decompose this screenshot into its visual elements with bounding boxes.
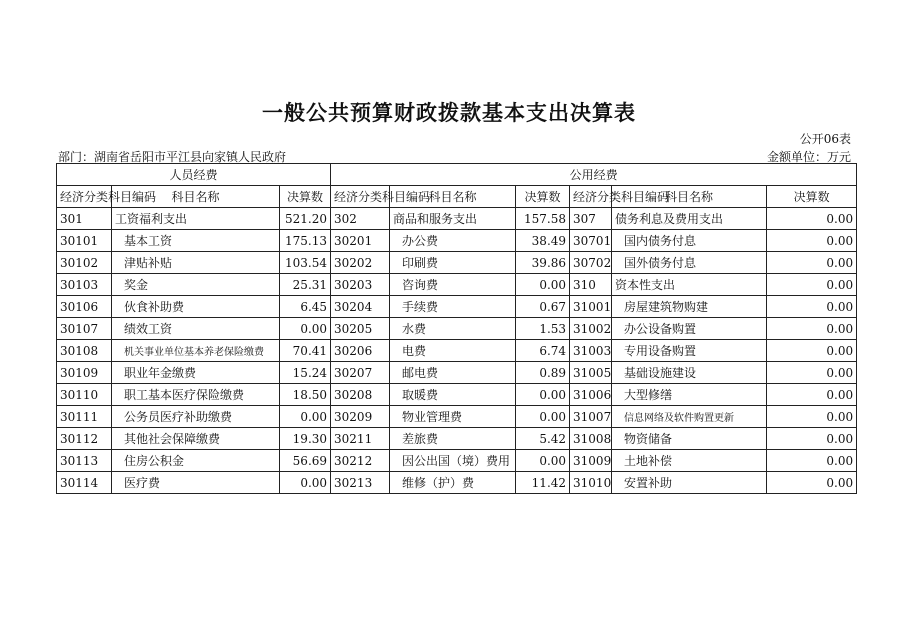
cell-name-1: 其他社会保障缴费 — [112, 428, 280, 450]
table-row — [57, 450, 857, 472]
cell-name-3: 信息网络及软件购置更新 — [612, 406, 767, 428]
cell-name-2: 办公费 — [390, 230, 516, 252]
cell-amount-3: 0.00 — [767, 362, 857, 384]
cell-code-3: 30701 — [570, 230, 612, 252]
cell-amount-2: 39.86 — [516, 252, 570, 274]
cell-name-3: 资本性支出 — [612, 274, 767, 296]
cell-name-1: 基本工资 — [112, 230, 280, 252]
cell-amount-3: 0.00 — [767, 208, 857, 230]
cell-name-3: 国外债务付息 — [612, 252, 767, 274]
cell-code-2: 30202 — [331, 252, 390, 274]
cell-amount-2: 0.00 — [516, 406, 570, 428]
cell-code-2: 30203 — [331, 274, 390, 296]
cell-name-1: 奖金 — [112, 274, 280, 296]
cell-code-1: 30106 — [57, 296, 112, 318]
cell-name-3: 土地补偿 — [612, 450, 767, 472]
cell-amount-1: 56.69 — [280, 450, 331, 472]
cell-name-2: 维修（护）费 — [390, 472, 516, 494]
cell-code-1: 30110 — [57, 384, 112, 406]
table-row — [57, 384, 857, 406]
cell-code-1: 30108 — [57, 340, 112, 362]
cell-name-1: 工资福利支出 — [112, 208, 280, 230]
cell-amount-2: 157.58 — [516, 208, 570, 230]
col-header-name-1: 科目名称 — [112, 186, 280, 208]
cell-code-1: 30101 — [57, 230, 112, 252]
cell-amount-2: 0.67 — [516, 296, 570, 318]
cell-name-2: 物业管理费 — [390, 406, 516, 428]
table-row — [57, 428, 857, 450]
cell-amount-1: 521.20 — [280, 208, 331, 230]
cell-code-1: 30109 — [57, 362, 112, 384]
cell-amount-1: 25.31 — [280, 274, 331, 296]
cell-amount-3: 0.00 — [767, 318, 857, 340]
col-header-code-2: 经济分类科目编码 — [331, 186, 390, 208]
cell-name-2: 电费 — [390, 340, 516, 362]
cell-amount-1: 15.24 — [280, 362, 331, 384]
cell-code-3: 31003 — [570, 340, 612, 362]
cell-code-3: 310 — [570, 274, 612, 296]
table-row — [57, 252, 857, 274]
cell-amount-1: 103.54 — [280, 252, 331, 274]
cell-code-2: 30207 — [331, 362, 390, 384]
table-row — [57, 296, 857, 318]
cell-code-3: 31001 — [570, 296, 612, 318]
cell-amount-3: 0.00 — [767, 230, 857, 252]
cell-amount-2: 0.00 — [516, 450, 570, 472]
cell-name-2: 水费 — [390, 318, 516, 340]
cell-amount-2: 1.53 — [516, 318, 570, 340]
cell-amount-3: 0.00 — [767, 472, 857, 494]
cell-code-1: 30107 — [57, 318, 112, 340]
column-header-row — [57, 186, 857, 208]
cell-amount-2: 0.89 — [516, 362, 570, 384]
expenditure-table — [56, 163, 857, 494]
col-header-amount-3: 决算数 — [767, 186, 857, 208]
cell-code-2: 30212 — [331, 450, 390, 472]
col-header-amount-1: 决算数 — [280, 186, 331, 208]
cell-name-2: 因公出国（境）费用 — [390, 450, 516, 472]
col-header-code-3: 经济分类科目编码 — [570, 186, 612, 208]
cell-code-1: 30113 — [57, 450, 112, 472]
cell-code-2: 30205 — [331, 318, 390, 340]
col-header-code-1: 经济分类科目编码 — [57, 186, 112, 208]
cell-amount-3: 0.00 — [767, 340, 857, 362]
group-header-row — [57, 164, 857, 186]
cell-name-3: 办公设备购置 — [612, 318, 767, 340]
cell-amount-1: 175.13 — [280, 230, 331, 252]
cell-amount-1: 6.45 — [280, 296, 331, 318]
cell-name-1: 绩效工资 — [112, 318, 280, 340]
cell-code-2: 30206 — [331, 340, 390, 362]
cell-amount-2: 5.42 — [516, 428, 570, 450]
table-row — [57, 472, 857, 494]
cell-name-3: 房屋建筑物购建 — [612, 296, 767, 318]
group-personnel: 人员经费 — [57, 164, 331, 186]
cell-name-3: 债务利息及费用支出 — [612, 208, 767, 230]
form-number: 公开06表 — [799, 132, 851, 146]
cell-amount-1: 18.50 — [280, 384, 331, 406]
table-row — [57, 208, 857, 230]
amount-unit-label: 金额单位：万元 — [766, 150, 851, 164]
department-label: 部门：湖南省岳阳市平江县向家镇人民政府 — [58, 150, 287, 164]
cell-code-1: 301 — [57, 208, 112, 230]
cell-amount-1: 0.00 — [280, 318, 331, 340]
cell-code-2: 30211 — [331, 428, 390, 450]
cell-code-1: 30103 — [57, 274, 112, 296]
cell-name-2: 印刷费 — [390, 252, 516, 274]
cell-name-1: 津贴补贴 — [112, 252, 280, 274]
cell-name-1: 医疗费 — [112, 472, 280, 494]
table-row — [57, 274, 857, 296]
cell-code-3: 31010 — [570, 472, 612, 494]
cell-name-2: 咨询费 — [390, 274, 516, 296]
cell-amount-2: 0.00 — [516, 384, 570, 406]
page-title: 一般公共预算财政拨款基本支出决算表 — [262, 100, 636, 125]
cell-code-3: 30702 — [570, 252, 612, 274]
cell-amount-2: 6.74 — [516, 340, 570, 362]
cell-code-1: 30114 — [57, 472, 112, 494]
cell-amount-2: 38.49 — [516, 230, 570, 252]
cell-name-1: 住房公积金 — [112, 450, 280, 472]
table-row — [57, 340, 857, 362]
cell-name-3: 大型修缮 — [612, 384, 767, 406]
cell-code-3: 31002 — [570, 318, 612, 340]
cell-code-2: 30208 — [331, 384, 390, 406]
cell-name-1: 职业年金缴费 — [112, 362, 280, 384]
cell-amount-1: 0.00 — [280, 406, 331, 428]
cell-name-3: 物资储备 — [612, 428, 767, 450]
cell-name-1: 伙食补助费 — [112, 296, 280, 318]
cell-amount-3: 0.00 — [767, 274, 857, 296]
cell-code-2: 302 — [331, 208, 390, 230]
cell-code-1: 30112 — [57, 428, 112, 450]
cell-amount-2: 0.00 — [516, 274, 570, 296]
group-public: 公用经费 — [331, 164, 857, 186]
cell-code-3: 31007 — [570, 406, 612, 428]
cell-amount-3: 0.00 — [767, 450, 857, 472]
col-header-amount-2: 决算数 — [516, 186, 570, 208]
cell-code-1: 30111 — [57, 406, 112, 428]
table-row — [57, 362, 857, 384]
cell-name-3: 基础设施建设 — [612, 362, 767, 384]
cell-name-1: 机关事业单位基本养老保险缴费 — [112, 340, 280, 362]
table-row — [57, 406, 857, 428]
cell-amount-3: 0.00 — [767, 252, 857, 274]
cell-code-2: 30201 — [331, 230, 390, 252]
cell-amount-1: 19.30 — [280, 428, 331, 450]
cell-name-1: 公务员医疗补助缴费 — [112, 406, 280, 428]
cell-name-2: 差旅费 — [390, 428, 516, 450]
cell-amount-3: 0.00 — [767, 428, 857, 450]
cell-amount-1: 0.00 — [280, 472, 331, 494]
cell-code-2: 30209 — [331, 406, 390, 428]
cell-code-1: 30102 — [57, 252, 112, 274]
col-header-name-3: 科目名称 — [612, 186, 767, 208]
cell-amount-3: 0.00 — [767, 384, 857, 406]
cell-amount-3: 0.00 — [767, 406, 857, 428]
cell-code-2: 30213 — [331, 472, 390, 494]
cell-code-3: 31008 — [570, 428, 612, 450]
cell-name-3: 专用设备购置 — [612, 340, 767, 362]
cell-code-3: 31009 — [570, 450, 612, 472]
cell-amount-3: 0.00 — [767, 296, 857, 318]
cell-name-2: 取暖费 — [390, 384, 516, 406]
cell-name-1: 职工基本医疗保险缴费 — [112, 384, 280, 406]
cell-code-3: 307 — [570, 208, 612, 230]
table-row — [57, 318, 857, 340]
cell-name-2: 商品和服务支出 — [390, 208, 516, 230]
cell-name-3: 安置补助 — [612, 472, 767, 494]
col-header-name-2: 科目名称 — [390, 186, 516, 208]
cell-name-3: 国内债务付息 — [612, 230, 767, 252]
table-row — [57, 230, 857, 252]
cell-name-2: 邮电费 — [390, 362, 516, 384]
cell-code-3: 31005 — [570, 362, 612, 384]
cell-amount-1: 70.41 — [280, 340, 331, 362]
cell-name-2: 手续费 — [390, 296, 516, 318]
cell-code-3: 31006 — [570, 384, 612, 406]
cell-code-2: 30204 — [331, 296, 390, 318]
cell-amount-2: 11.42 — [516, 472, 570, 494]
